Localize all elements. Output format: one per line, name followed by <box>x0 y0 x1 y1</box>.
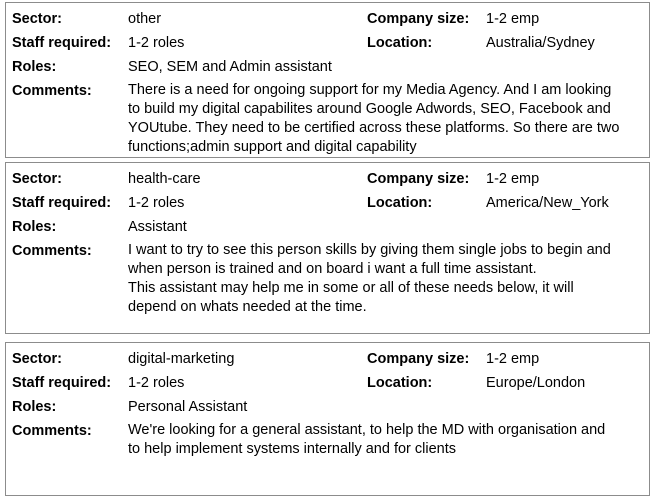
roles-label: Roles: <box>12 59 57 75</box>
location-label: Location: <box>367 195 433 211</box>
roles-value: Assistant <box>128 219 187 235</box>
staff-required-label: Staff required: <box>12 195 112 211</box>
sector-label: Sector: <box>12 171 62 187</box>
roles-label: Roles: <box>12 219 57 235</box>
comments-label: Comments: <box>12 423 92 439</box>
listing-card <box>5 2 650 158</box>
location-label: Location: <box>367 35 433 51</box>
sector-label: Sector: <box>12 351 62 367</box>
company-size-value: 1-2 emp <box>486 351 540 367</box>
company-size-label: Company size: <box>367 351 470 367</box>
comments-label: Comments: <box>12 243 92 259</box>
comments-text: I want to try to see this person skills by giving them single jobs to begin and when person is trained and on board i want a full time assistant. This assistant may help me in some or all of these needs below, it will depend on whats needed at the time. <box>128 242 611 315</box>
comments-text: There is a need for ongoing support for my Media Agency. And I am looking to build my digital capabilites around Google Adwords, SEO, Facebook and YOUtube. They need to be certified across these platforms. So there are two functions;admin support and digital capability <box>128 82 620 155</box>
sector-row <box>6 7 649 31</box>
sector-label: Sector: <box>12 11 62 27</box>
company-size-value: 1-2 emp <box>486 11 540 27</box>
staff-row <box>6 191 649 215</box>
comments-label: Comments: <box>12 83 92 99</box>
roles-value: SEO, SEM and Admin assistant <box>128 59 332 75</box>
sector-row <box>6 167 649 191</box>
location-value: America/New_York <box>486 195 609 211</box>
company-size-value: 1-2 emp <box>486 171 540 187</box>
staff-required-value: 1-2 roles <box>128 35 185 51</box>
staff-row <box>6 31 649 55</box>
sector-value: other <box>128 11 162 27</box>
staff-row <box>6 371 649 395</box>
listing-card <box>5 162 650 334</box>
roles-row <box>6 215 649 239</box>
staff-required-label: Staff required: <box>12 35 112 51</box>
roles-value: Personal Assistant <box>128 399 248 415</box>
roles-label: Roles: <box>12 399 57 415</box>
sector-value: health-care <box>128 171 201 187</box>
roles-row <box>6 55 649 79</box>
roles-row <box>6 395 649 419</box>
company-size-label: Company size: <box>367 171 470 187</box>
comments-text: We're looking for a general assistant, to help the MD with organisation and to help implement systems internally and for clients <box>128 422 606 457</box>
sector-row <box>6 347 649 371</box>
company-size-label: Company size: <box>367 11 470 27</box>
staff-required-value: 1-2 roles <box>128 195 185 211</box>
staff-required-value: 1-2 roles <box>128 375 185 391</box>
location-label: Location: <box>367 375 433 391</box>
staff-required-label: Staff required: <box>12 375 112 391</box>
location-value: Australia/Sydney <box>486 35 595 51</box>
listing-card <box>5 342 650 496</box>
location-value: Europe/London <box>486 375 586 391</box>
sector-value: digital-marketing <box>128 351 235 367</box>
